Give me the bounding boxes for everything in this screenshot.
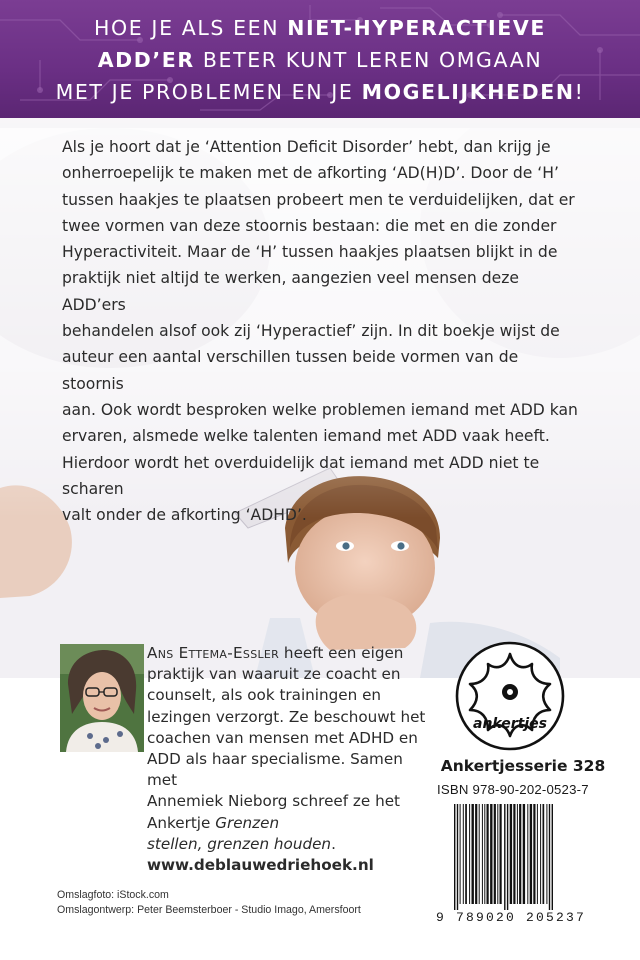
isbn-number: ISBN 978-90-202-0523-7: [437, 782, 589, 797]
barcode-bar: [475, 804, 477, 904]
barcode-bar: [517, 804, 518, 904]
barcode-bar: [543, 804, 545, 904]
barcode-bar: [513, 804, 515, 904]
blurb-line: onherroepelijk te maken met de afkorting ‘AD(H)D’. Door de ‘H’: [62, 164, 559, 183]
author-bio-line: lezingen verzorgt. Ze beschouwt het: [147, 707, 426, 726]
book-title: Grenzen: [215, 813, 280, 832]
barcode-bar: [482, 804, 483, 904]
author-photo: [60, 644, 144, 752]
barcode-bar: [487, 804, 489, 904]
header-line-2: [0, 44, 640, 76]
barcode-bar: [463, 804, 464, 904]
barcode-bar: [549, 804, 550, 910]
barcode-bar: [546, 804, 547, 904]
barcode-bar: [457, 804, 458, 910]
blurb-line: valt onder de afkorting ‘ADHD’.: [62, 506, 307, 525]
header-line-1: [0, 12, 640, 44]
blurb-line: aan. Ook wordt besproken welke problemen iemand met ADD kan: [62, 400, 578, 419]
blurb-text: [62, 134, 582, 528]
header-banner: [0, 0, 640, 118]
header-line-2-bold: ADD’ER: [97, 48, 195, 72]
author-bio-line: Annemiek Nieborg schreef ze het Ankertje: [147, 792, 400, 832]
barcode-bar: [523, 804, 525, 904]
blurb-line: praktijk niet altijd te werken, aangezien veel mensen deze ADD’ers: [62, 269, 519, 314]
author-name: Ans Ettema-Essler: [147, 644, 280, 662]
barcode-bar: [552, 804, 553, 910]
barcode-bar: [500, 804, 502, 904]
header-line-3-bold: MOGELIJKHEDEN: [361, 80, 575, 104]
ankertjes-logo: [454, 640, 566, 752]
blurb-line: Hyperactiviteit. Maar de ‘H’ tussen haakjes plaatsen blijkt in de: [62, 243, 558, 262]
blurb-line: auteur een aantal verschillen tussen beide vormen van de stoornis: [62, 348, 519, 393]
barcode-bar: [494, 804, 496, 904]
cover-credits: [57, 888, 361, 918]
logo-text: ankertjes: [473, 716, 547, 732]
barcode-bar: [519, 804, 521, 904]
author-bio: [147, 643, 437, 876]
design-credit: Omslagontwerp: Peter Beemsterboer - Studio Imago, Amersfoort: [57, 904, 361, 916]
blurb-line: Als je hoort dat je ‘Attention Deficit Disorder’ hebt, dan krijg je: [62, 138, 551, 156]
separator: .: [331, 834, 336, 853]
blurb-line: behandelen alsof ook zij ‘Hyperactief’ zijn. In dit boekje wijst de: [62, 322, 560, 341]
header-line-1-bold: NIET-HYPERACTIEVE: [287, 16, 546, 40]
header-line-1-part-1: HOE JE ALS EEN: [94, 16, 288, 40]
barcode-bar: [484, 804, 485, 904]
website-link[interactable]: www.deblauwedriehoek.nl: [147, 856, 374, 875]
header-line-3-part-3: !: [574, 80, 585, 104]
barcode-bar: [497, 804, 498, 904]
header-line-2-part-2: BETER KUNT LEREN OMGAAN: [194, 48, 543, 72]
author-bio-line: praktijk van waaruit ze coacht en: [147, 665, 401, 684]
barcode-number: 9 789020 205237: [436, 910, 587, 925]
barcode-bar: [460, 804, 461, 904]
barcode-bar: [510, 804, 512, 904]
barcode-bar: [490, 804, 492, 904]
header-line-3: [0, 76, 640, 108]
blurb-line: tussen haakjes te plaatsen probeert men te verduidelijken, dat er: [62, 190, 575, 209]
barcode-bar: [533, 804, 535, 904]
barcode-bar: [537, 804, 538, 904]
barcode-bar: [527, 804, 528, 904]
header-title: [0, 12, 640, 108]
blurb-line: Hierdoor wordt het overduidelijk dat iemand met ADD niet te scharen: [62, 453, 540, 498]
author-bio-line: heeft een eigen: [279, 644, 404, 662]
header-line-3-part-1: MET JE PROBLEMEN EN JE: [55, 80, 362, 104]
photo-credit: Omslagfoto: iStock.com: [57, 889, 169, 901]
barcode-bar: [472, 804, 474, 904]
series-number: Ankertjesserie 328: [440, 757, 606, 775]
barcode-bar: [469, 804, 470, 904]
blurb-line: twee vormen van deze stoornis bestaan: die met en die zonder: [62, 216, 557, 235]
barcode-bar: [465, 804, 467, 904]
barcode-bar: [504, 804, 505, 910]
author-bio-line: coachen van mensen met ADHD en: [147, 728, 418, 747]
barcode-bar: [540, 804, 541, 904]
barcode-bar: [454, 804, 455, 910]
barcode-bar: [530, 804, 532, 904]
barcode-bar: [507, 804, 508, 910]
barcode: [450, 804, 618, 912]
book-title-continued: stellen, grenzen houden: [147, 834, 332, 853]
barcode-bar: [479, 804, 480, 904]
author-bio-line: ADD als haar specialisme. Samen met: [147, 750, 403, 790]
author-bio-line: counselt, als ook trainingen en: [147, 686, 382, 705]
blurb-line: ervaren, alsmede welke talenten iemand met ADD vaak heeft.: [62, 427, 550, 446]
